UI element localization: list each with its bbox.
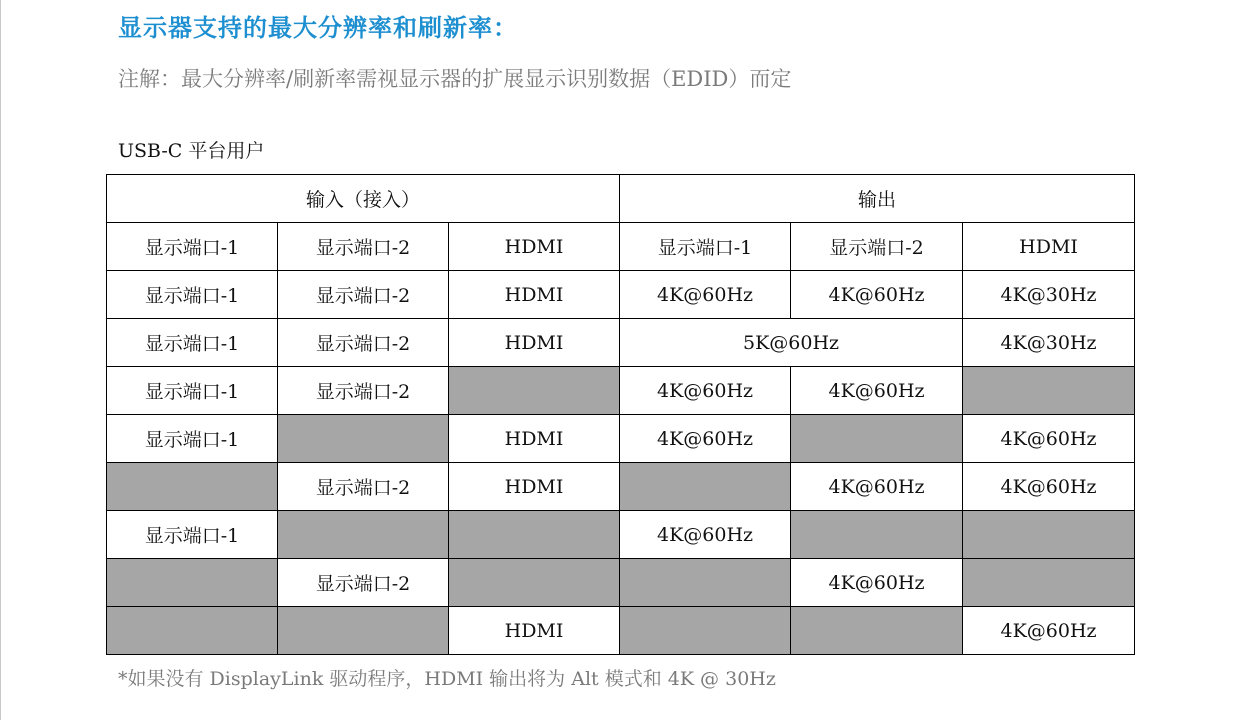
table-cell-empty bbox=[449, 511, 620, 559]
output-group-header: 输出 bbox=[620, 175, 1135, 223]
column-header-row bbox=[107, 223, 1135, 271]
table-cell-empty bbox=[107, 463, 278, 511]
table-cell: HDMI bbox=[449, 607, 620, 655]
table-cell: 显示端口-2 bbox=[278, 271, 449, 319]
table-cell: HDMI bbox=[449, 463, 620, 511]
column-header: 显示端口-2 bbox=[791, 223, 963, 271]
table-cell: 显示端口-1 bbox=[107, 415, 278, 463]
table-cell-empty bbox=[278, 607, 449, 655]
column-header: HDMI bbox=[449, 223, 620, 271]
table-row bbox=[107, 415, 1135, 463]
column-header: 显示端口-2 bbox=[278, 223, 449, 271]
column-header: HDMI bbox=[963, 223, 1135, 271]
table-cell: HDMI bbox=[449, 271, 620, 319]
table-cell-empty bbox=[107, 607, 278, 655]
table-cell: 4K@60Hz bbox=[963, 415, 1135, 463]
table-cell-empty bbox=[620, 463, 791, 511]
table-cell-empty bbox=[107, 559, 278, 607]
footnote: *如果没有 DisplayLink 驱动程序，HDMI 输出将为 Alt 模式和 4K @ 30Hz bbox=[118, 668, 776, 690]
table-cell-merged: 5K@60Hz bbox=[620, 319, 963, 367]
table-cell-empty bbox=[791, 415, 963, 463]
table-row bbox=[107, 463, 1135, 511]
table-cell: 显示端口-1 bbox=[107, 319, 278, 367]
table-cell: 显示端口-1 bbox=[107, 367, 278, 415]
table-cell-empty bbox=[449, 367, 620, 415]
table-cell: 4K@60Hz bbox=[620, 415, 791, 463]
column-header: 显示端口-1 bbox=[620, 223, 791, 271]
table-cell: 4K@60Hz bbox=[620, 271, 791, 319]
table-row bbox=[107, 319, 1135, 367]
table-row bbox=[107, 511, 1135, 559]
table-cell: 4K@60Hz bbox=[620, 367, 791, 415]
table-cell-empty bbox=[620, 607, 791, 655]
page-left-border bbox=[0, 0, 1, 720]
table-cell-empty bbox=[791, 511, 963, 559]
table-cell-empty bbox=[278, 415, 449, 463]
table-cell-empty bbox=[963, 559, 1135, 607]
edid-note: 注解：最大分辨率/刷新率需视显示器的扩展显示识别数据（EDID）而定 bbox=[118, 67, 792, 91]
table-cell: 4K@30Hz bbox=[963, 319, 1135, 367]
table-cell: 4K@60Hz bbox=[791, 367, 963, 415]
table-row bbox=[107, 271, 1135, 319]
table-cell-empty bbox=[449, 559, 620, 607]
table-cell: 显示端口-2 bbox=[278, 559, 449, 607]
group-header-row bbox=[107, 175, 1135, 223]
table-cell-empty bbox=[791, 607, 963, 655]
table-cell: 4K@60Hz bbox=[791, 463, 963, 511]
page-title: 显示器支持的最大分辨率和刷新率： bbox=[118, 14, 518, 42]
table-cell: 显示端口-1 bbox=[107, 511, 278, 559]
table-cell: HDMI bbox=[449, 415, 620, 463]
resolution-table bbox=[106, 174, 1135, 655]
table-cell-empty bbox=[963, 367, 1135, 415]
table-cell-empty bbox=[278, 511, 449, 559]
column-header: 显示端口-1 bbox=[107, 223, 278, 271]
section-label: USB-C 平台用户 bbox=[118, 140, 265, 162]
table-cell: 显示端口-2 bbox=[278, 319, 449, 367]
table-cell: 4K@60Hz bbox=[963, 463, 1135, 511]
table-cell: 4K@30Hz bbox=[963, 271, 1135, 319]
table-cell-empty bbox=[963, 511, 1135, 559]
table-cell: 4K@60Hz bbox=[791, 271, 963, 319]
table-row bbox=[107, 559, 1135, 607]
table-cell: 4K@60Hz bbox=[620, 511, 791, 559]
input-group-header: 输入（接入） bbox=[107, 175, 620, 223]
table-cell: HDMI bbox=[449, 319, 620, 367]
table-cell: 4K@60Hz bbox=[791, 559, 963, 607]
table-cell: 4K@60Hz bbox=[963, 607, 1135, 655]
table-row bbox=[107, 607, 1135, 655]
table-row bbox=[107, 367, 1135, 415]
table-cell: 显示端口-2 bbox=[278, 463, 449, 511]
table-cell: 显示端口-1 bbox=[107, 271, 278, 319]
table-cell: 显示端口-2 bbox=[278, 367, 449, 415]
table-cell-empty bbox=[620, 559, 791, 607]
